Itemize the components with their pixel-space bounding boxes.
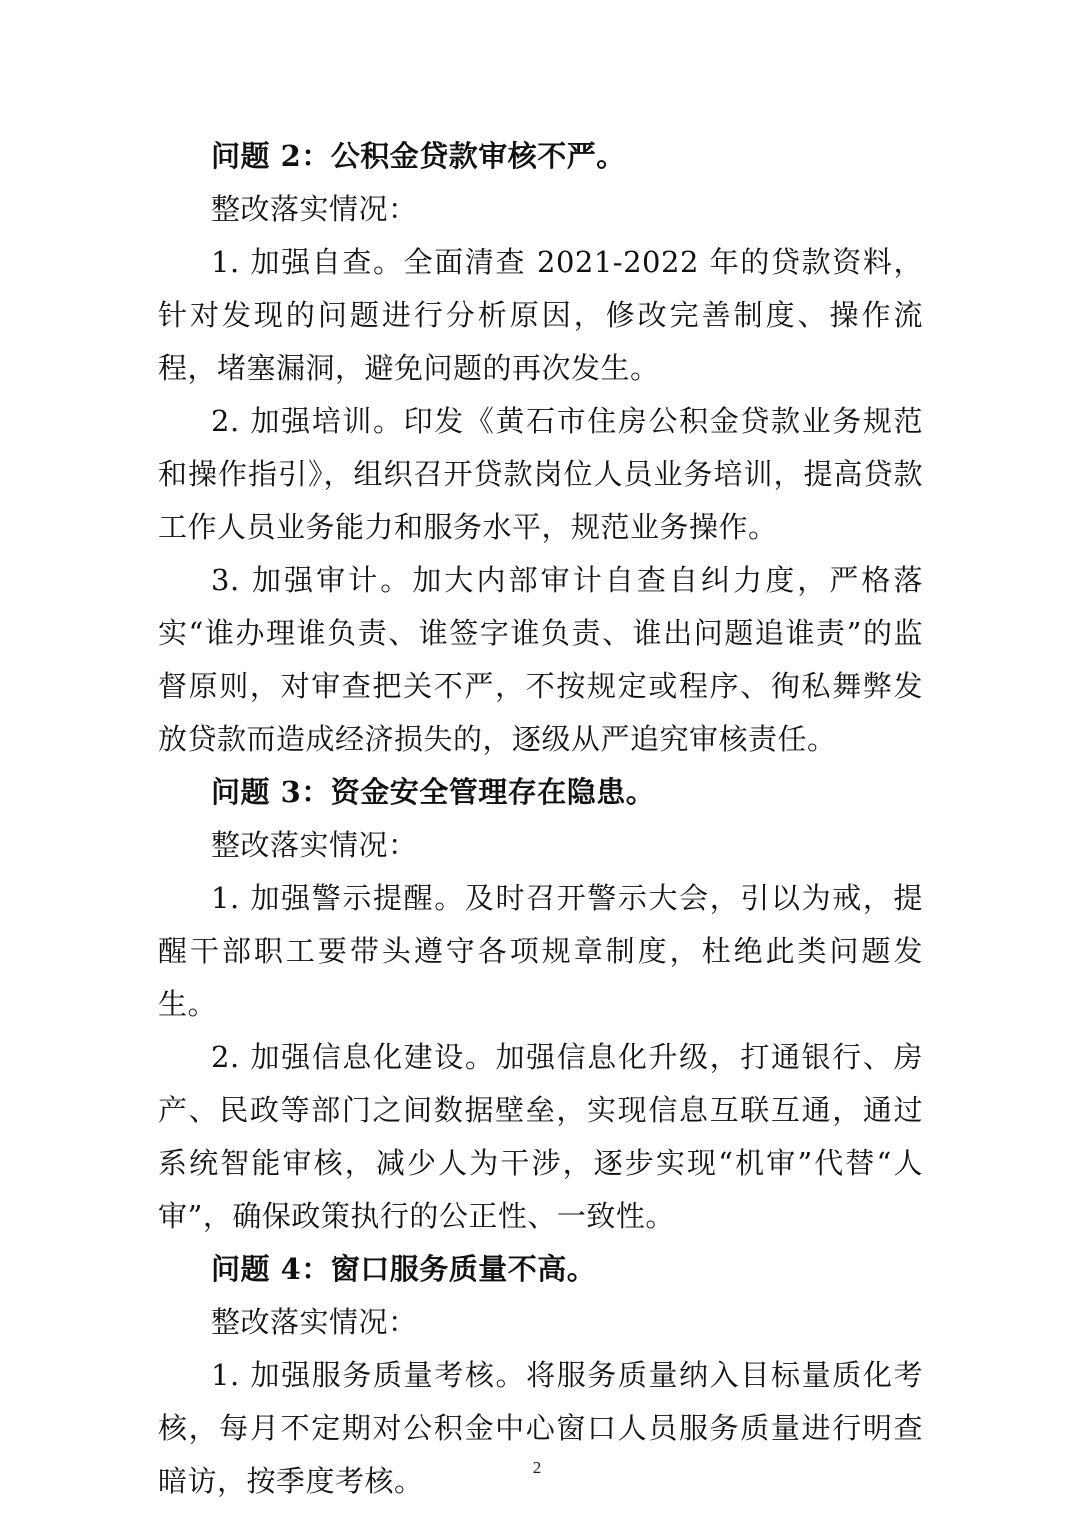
list-item: 1. 加强自查。全面清查 2021-2022 年的贷款资料，针对发现的问题进行分析原因，修改完善制度、操作流程，堵塞漏洞，避免问题的再次发生。 [158,245,923,385]
list-item: 1. 加强警示提醒。及时召开警示大会，引以为戒，提醒干部职工要带头遵守各项规章制度，杜绝此类问题发生。 [158,881,923,1021]
section-heading: 问题 4：窗口服务质量不高。 [211,1252,597,1286]
section-heading: 问题 3：资金安全管理存在隐患。 [211,775,656,809]
section-heading: 问题 2：公积金贷款审核不严。 [211,139,626,173]
section-subheading: 整改落实情况： [211,192,418,226]
list-item: 1. 加强服务质量考核。将服务质量纳入目标量质化考核，每月不定期对公积金中心窗口人员服务质量进行明查暗访，按季度考核。 [158,1358,923,1498]
page-number: 2 [532,1458,542,1477]
list-item: 2. 加强信息化建设。加强信息化升级，打通银行、房产、民政等部门之间数据壁垒，实现信息互联互通，通过系统智能审核，减少人为干涉，逐步实现“机审”代替“人审”，确保政策执行的公正性、一致性。 [158,1040,923,1233]
document-body [158,130,923,1508]
list-item: 2. 加强培训。印发《黄石市住房公积金贷款业务规范和操作指引》，组织召开贷款岗位人员业务培训，提高贷款工作人员业务能力和服务水平，规范业务操作。 [158,404,923,544]
list-item: 3. 加强审计。加大内部审计自查自纠力度，严格落实“谁办理谁负责、谁签字谁负责、谁出问题追谁责”的监督原则，对审查把关不严，不按规定或程序、徇私舞弊发放贷款而造成经济损失的，逐级从严追究审核责任。 [158,563,923,756]
section-subheading: 整改落实情况： [211,1305,418,1339]
section-subheading: 整改落实情况： [211,828,418,862]
